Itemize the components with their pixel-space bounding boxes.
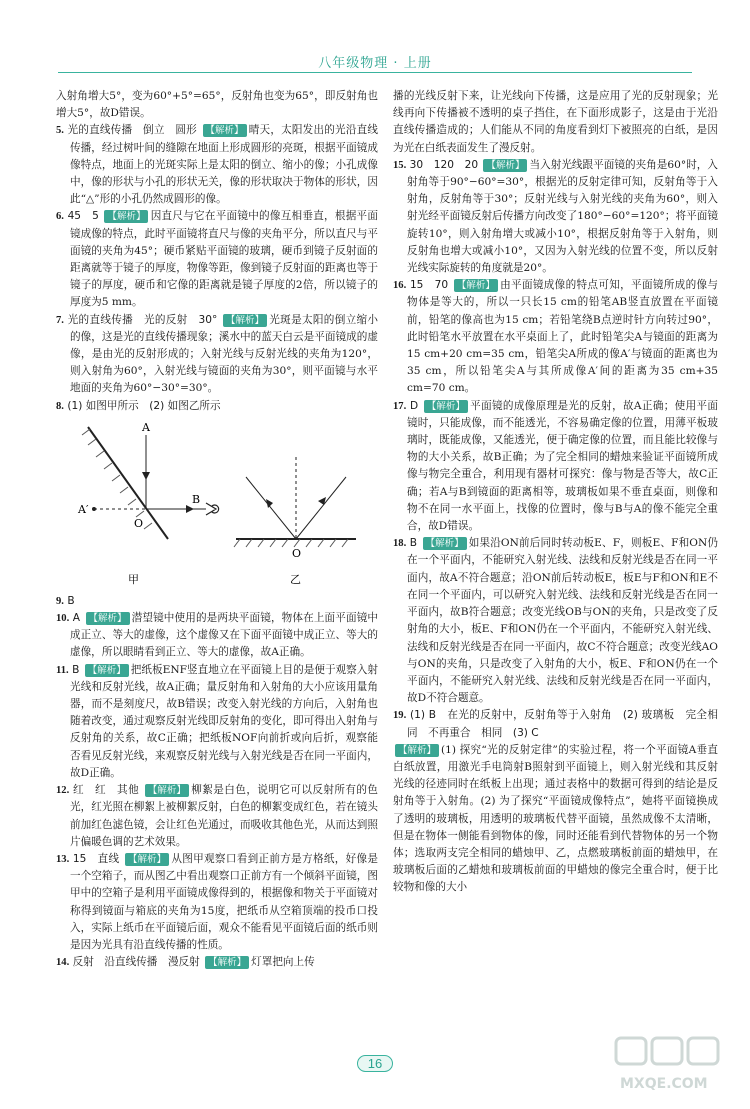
incident-ray-2 [246,477,296,539]
answer-item: 入射角增大5°，变为60°+5°=65°，反射角也变为65°，即反射角也增大5°，故D错误。 [56,90,378,120]
analysis-badge: 【解析】 [454,279,498,292]
svg-text:乙: 乙 [290,572,301,586]
answer-item-6: 6. 45 5 【解析】 因直尺与它在平面镜中的像互相垂直，根据平面镜成像的特点，此时平面镜将直尺与像的夹角平分，所以直尺与平面镜的夹角为45°；硬币紧贴平面镜的玻璃，硬币到镜子反射面的距离就等于镜子的厚度，物像等距，像到镜子反射面的距离也等于镜子的厚度，硬币和它像的距离就是镜子厚度的2倍，所以镜子的厚度为5 mm。 [56,210,378,309]
analysis-badge: 【解析】 [203,124,247,137]
page-number: 16 [357,1055,393,1072]
answer-item-9: 9. B [56,594,75,607]
answer-item-16: 16. 15 70 【解析】 由平面镜成像的特点可知，平面镜所成的像与物体是等大的，所以一只长15 cm的铅笔AB竖直放置在平面镜前，铅笔的像高也为15 cm；若铅笔绕B点逆时针方向转过90°，此时铅笔水平放置在水平桌面上了，此时铅笔尖A与镜面的距离为15 cm+20 cm=35 cm，铅笔尖A所成的像A′与镜面的距离也为35 cm，所以铅笔尖A与其所成像A′间的距离为35 cm+35 cm=70 cm。 [393,279,718,395]
answer-item-19: 19. (1) B 在光的反射中，反射角等于入射角 (2) 玻璃板 完全相同 不再重合 相同 (3) C [393,709,718,739]
analysis-badge: 【解析】 [423,537,467,550]
mirror-left [82,427,168,539]
page-header [0,52,750,74]
analysis-badge: 【解析】 [85,664,129,677]
svg-text:A: A [142,420,150,434]
arrow-icon [186,505,194,513]
svg-text:O: O [292,546,302,560]
image-point [92,507,96,511]
analysis-badge: 【解析】 [483,159,527,172]
answer-item-13: 13. 15 直线 【解析】 从图甲观察口看到正前方是方格纸，好像是一个空箱子，而从图乙中看出观察口正前方有一个倾斜平面镜，图甲中的空箱子是利用平面镜成像得到的，根据像和物关于平面镜对称得到镜面与箱底的夹角为15度，把纸币从空箱顶端的投币口投入，实际上纸币在平面镜后面，观众不能看见平面镜后面的纸币则是因为光具有沿直线传播的性质。 [56,852,378,951]
ray-diagram-figure [56,417,378,589]
left-column [56,88,378,971]
answer-item-11: 11. B 【解析】 把纸板ENF竖直地立在平面镜上目的是便于观察入射光线和反射光线，故A正确；量反射角和入射角的大小应该用量角器，而不是刻度尺，故B错误；改变入射光线的方向后，入射角也随着改变，通过观察反射光线即反射角的变化，即可得出入射角与反射角的关系，故C正确；把纸板NOF向前折或向后折，观察能否看见反射光线，来观察反射光线与入射光线是否在同一平面内，故D正确。 [56,663,378,779]
analysis-badge: 【解析】 [205,956,249,969]
answer-item-15: 15. 30 120 20 【解析】 当入射光线跟平面镜的夹角是60°时，入射角等于90°−60°=30°，根据光的反射定律可知，反射角等于入射角，反射角等于30°；反射光线与入射光线的夹角为60°，则入射光经平面镜反射后传播方向改变了180°−60°=120°；将平面镜旋转10°，则入射角增大或减小10°，根据反射角等于入射角，则反射角也增大或减小10°，又因为入射光线的位置不变，所以反射光线实际旋转的角度就是20°。 [393,158,719,275]
answer-item-19-analysis: 【解析】 (1) 探究“光的反射定律”的实验过程，将一个平面镜A垂直白纸放置，用激光手电筒射B照射到平面镜上，则入射光线和其反射光线的径迹同时在纸板上出现；通过表格中的数据可得到的结论是反射角等于入射角。(2) 为了探究“平面镜成像特点”，她将平面镜换成了透明的玻璃板，用透明的玻璃板代替平面镜，虽然成像不太清晰，但是在物体一侧能看到物体的像，同时还能看到代替物体的另一个物体；选取两支完全相同的蜡烛甲、乙，点燃玻璃板前面的蜡烛甲，在玻璃板后面的乙蜡烛和玻璃板前面的甲蜡烛的像完全重合时，便于比较物和像的大小 [393,743,718,894]
analysis-badge: 【解析】 [86,612,130,625]
arrow-icon [142,472,150,480]
analysis-badge: 【解析】 [223,314,267,327]
answer-item-18: 18. B 【解析】 如果沿ON前后同时转动板E、F，则板E、F和ON仍在一个平面内，不能研究入射光线、法线和反射光线是否在同一平面内，故A不符合题意；沿ON前后转动板E，板E与F和ON和E不在同一个平面内，可以研究入射光线、法线和反射光线是否在同一平面内，故B符合题意；改变光线OB与ON的夹角，只是改变了反射角的大小，板E、F和ON仍在一个平面内，不能研究入射光线、法线和反射光线是否在同一平面内，故C不符合题意；改变光线AO与ON的夹角，只是改变了入射角的大小，板E、F和ON仍在一个平面内，不能研究入射光线、法线和反射光线是否在同一平面内，故D不符合题意。 [393,537,718,705]
reflected-ray-2 [296,477,346,539]
answer-item-10: 10. A 【解析】 潜望镜中使用的是两块平面镜，物体在上面平面镜中成正立、等大的虚像，这个虚像又在下面平面镜中成正立、等大的虚像，所以眼睛看到正立、等大的虚像，故A正确。 [56,612,379,659]
answer-item-12: 12. 红 红 其他 【解析】 柳絮是白色，说明它可以反射所有的色光，红光照在柳絮上被柳絮反射，白色的柳絮变成红色，若在镜头前加红色滤色镜，会让红色光通过，而吸收其他色光，从而达到照片偏暖色调的艺术效果。 [56,784,378,848]
svg-text:A′: A′ [78,502,89,516]
analysis-badge: 【解析】 [145,784,189,797]
svg-text:O: O [134,516,144,530]
answer-item-7: 7. 光的直线传播 光的反射 30° 【解析】 光斑是太阳的倒立缩小的像，这是光的直线传播现象；溪水中的蓝天白云是平面镜成的虚像，是由光的反射形成的；入射光线与反射光线的夹角为120°，则入射角为60°，入射光线与镜面的夹角为30°，则平面镜与水平地面的夹角为60°−30°=30°。 [56,313,379,395]
svg-text:B: B [192,492,201,506]
answer-item-14: 14. 反射 沿直线传播 漫反射 【解析】 灯罩把向上传 [56,956,315,969]
header-rule [58,72,692,73]
answer-item-8: 8. (1) 如图甲所示 (2) 如图乙所示 [56,399,221,412]
answer-item-17: 17. D 【解析】 平面镜的成像原理是光的反射，故A正确；使用平面镜时，只能成像，而不能透光，不容易确定像的位置，用薄平板玻璃时，既能成像，又能透光，便于确定像的位置，而且能比较像与物的大小关系，故B正确；为了完全相同的蜡烛来验证平面镜所成像与物完全重合，利用现有器材可探究：像与物是否等大，故C正确；若A与B到镜面的距离相等，玻璃板如果不垂直桌面，则像和物不在同一水平面上，找像的位置时，像与B与A的像不能完全重合，故D错误。 [393,399,719,533]
watermark-logo [612,1030,732,1100]
svg-text:MXQE.COM: MXQE.COM [620,1076,708,1092]
answer-item-5: 5. 光的直线传播 倒立 圆形 【解析】 晴天，太阳发出的光沿直线传播，经过树叶间的缝隙在地面上形成圆形的亮斑，根据平面镜成像特点，地面上的光斑实际上是太阳的倒立、缩小的像；小孔成像中，像的形状与小孔的形状无关，像的形状取决于物体的形状，因此“△”形的小孔仍然成圆形的像。 [56,124,378,206]
ray-diagram [56,417,378,589]
analysis-badge: 【解析】 [424,400,468,413]
header-title: 八年级物理 · 上册 [318,56,432,71]
analysis-badge: 【解析】 [125,853,169,866]
analysis-badge: 【解析】 [104,210,148,223]
right-column [393,88,718,897]
answer-item: 播的光线反射下来，让光线向下传播，这是应用了光的反射现象；光线再向下传播被不透明的桌子挡住，在下面形成影子，这是由于光沿直线传播造成的；人们能从不同的角度看到灯下被照亮的白纸，是因为光在白纸表面发生了漫反射。 [393,90,718,154]
mirror-right [234,539,356,547]
eye-icon [206,503,219,515]
svg-text:甲: 甲 [128,572,139,586]
analysis-badge: 【解析】 [395,744,439,757]
